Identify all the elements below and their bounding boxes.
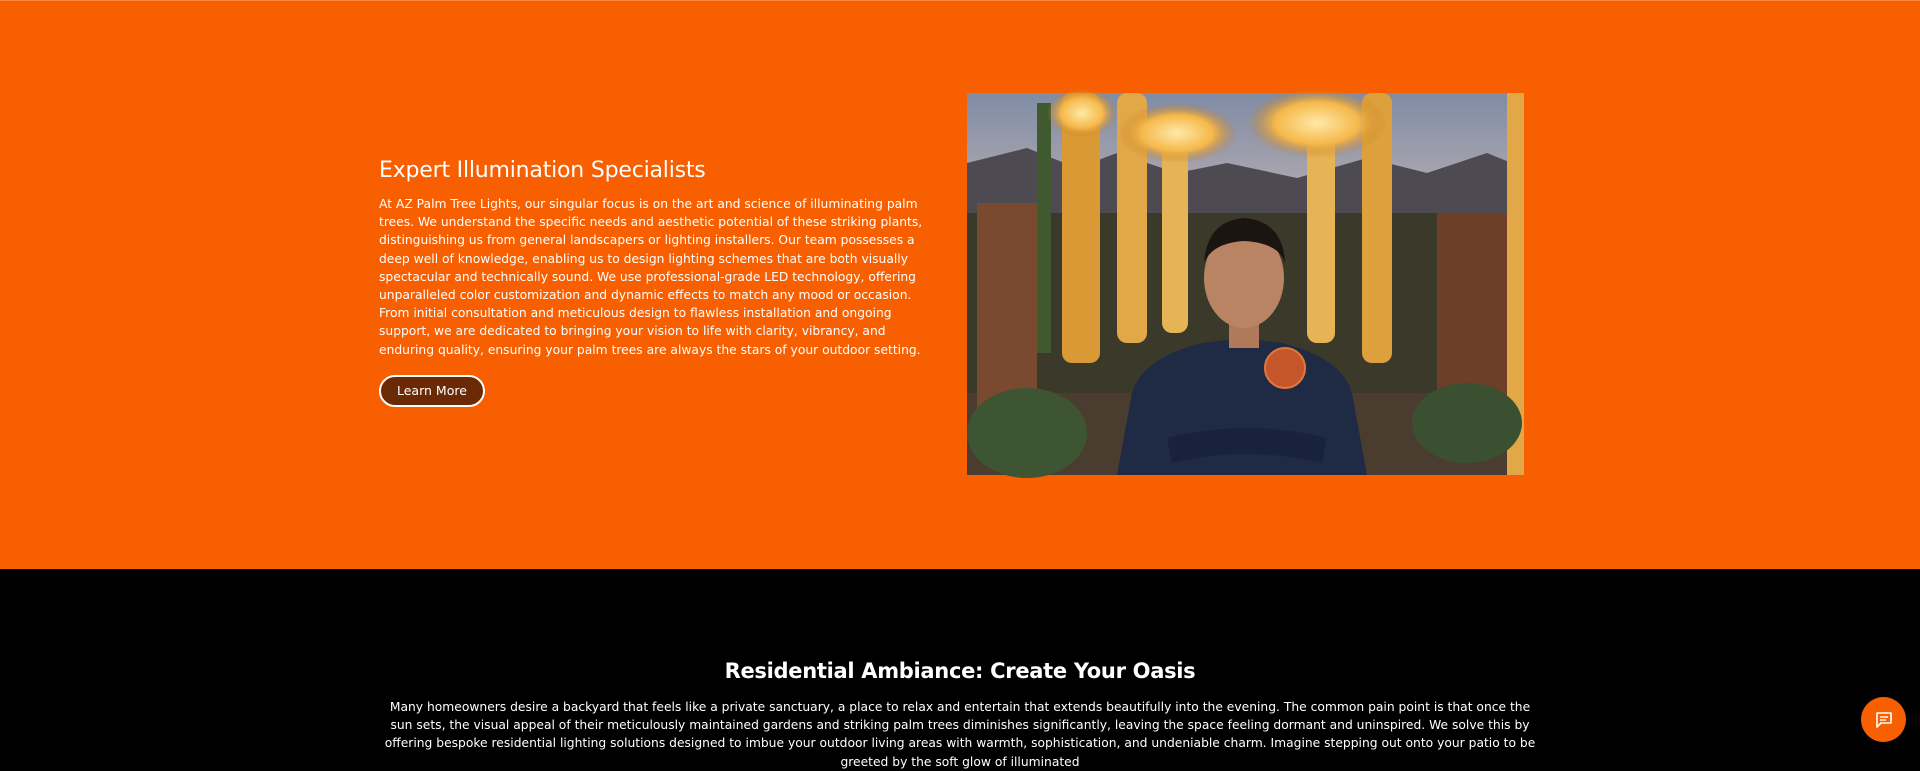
hero-description: At AZ Palm Tree Lights, our singular focus is on the art and science of illuminating palm trees. We understand the specific needs and aesthetic potential of these striking plants, distinguishing us from general landscapers or lighting installers. Our team possesses a deep well of knowledge, enabling us to design lighting schemes that are both visually spectacular and technically sound. We use professional-grade LED technology, offering unparalleled color customization and dynamic effects to match any mood or occasion. From initial consultation and meticulous design to flawless installation and ongoing support, we are dedicated to bringing your vision to life with clarity, vibrancy, and enduring quality, ensuring your palm trees are always the stars of your outdoor setting.	[379, 197, 923, 357]
hero-text-block	[379, 158, 934, 407]
residential-title: Residential Ambiance: Create Your Oasis	[724, 659, 1196, 683]
chat-icon	[1875, 711, 1893, 729]
chat-button[interactable]	[1861, 697, 1906, 742]
residential-description: Many homeowners desire a backyard that feels like a private sanctuary, a place to relax and entertain that extends beautifully into the evening. The common pain point is that once the sun sets, the visual appeal of their meticulously maintained gardens and striking palm trees diminishes significantly, leaving the space feeling dormant and uninspired. We solve this by offering bespoke residential lighting solutions designed to imbue your outdoor living areas with warmth, sophistication, and undeniable charm. Imagine stepping out onto your patio to be greeted by the soft glow of illuminated	[384, 700, 1536, 769]
specialist-photo	[967, 93, 1524, 475]
residential-section	[0, 569, 1920, 769]
learn-more-button[interactable]: Learn More	[379, 375, 485, 407]
hero-title: Expert Illumination Specialists	[379, 158, 706, 183]
